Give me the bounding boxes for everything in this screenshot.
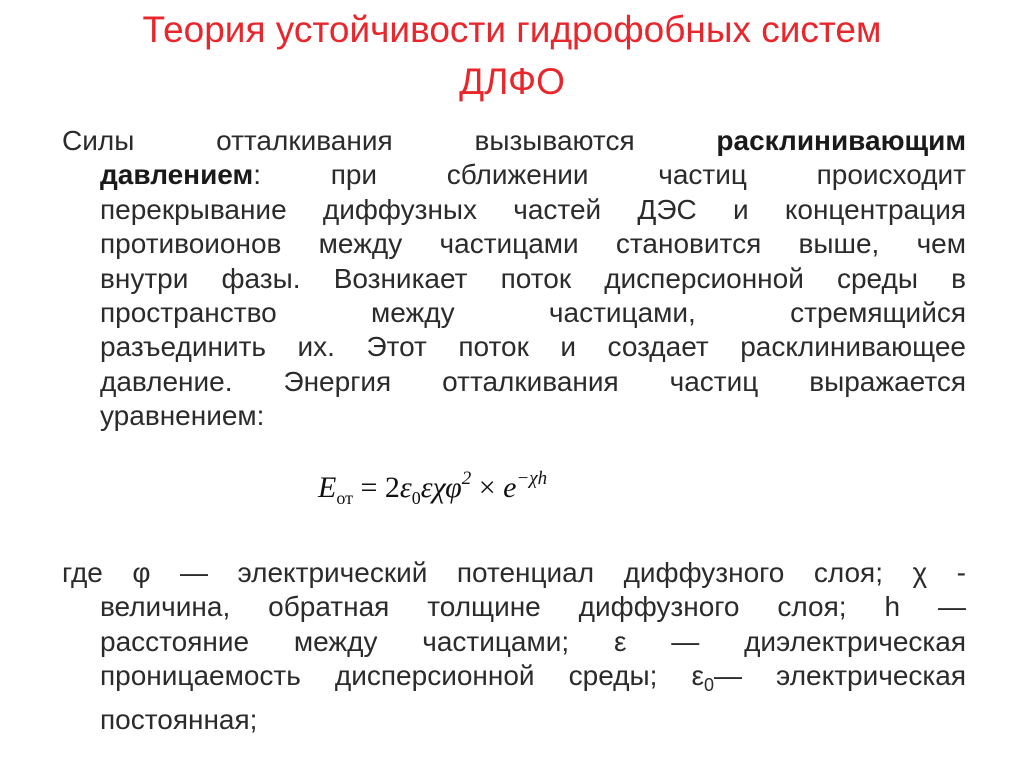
formula-factors: εχφ bbox=[420, 471, 462, 504]
formula-e: e bbox=[503, 471, 517, 504]
word: вызываются bbox=[474, 125, 635, 156]
paragraph-line: где φ — электрический потенциал диффузного слоя; χ - bbox=[62, 557, 966, 588]
epsilon-subscript: 0 bbox=[703, 675, 714, 696]
paragraph-line: расстояние между частицами; ε — диэлектрическая bbox=[100, 625, 966, 657]
paragraph-line: давление. Энергия отталкивания частиц выражается bbox=[100, 365, 966, 397]
paragraph-definitions bbox=[62, 556, 966, 737]
formula-equals-two: = 2 bbox=[352, 471, 400, 504]
paragraph-line bbox=[62, 158, 966, 192]
formula-E-subscript: от bbox=[336, 488, 353, 508]
bold-term: давлением bbox=[100, 159, 254, 191]
paragraph-line: уравнением: bbox=[100, 400, 265, 432]
formula-epsilon-subscript: 0 bbox=[411, 488, 421, 508]
word: отталкивания bbox=[216, 125, 393, 156]
repulsion-energy-formula bbox=[318, 468, 547, 518]
paragraph-line: разъединить их. Этот поток и создает расклинивающее bbox=[100, 331, 966, 363]
title-line-2: ДЛФО bbox=[459, 61, 565, 102]
paragraph-repulsion bbox=[62, 124, 966, 434]
formula-E: E bbox=[318, 471, 337, 504]
paragraph-line: пространство между частицами, стремящийся bbox=[100, 297, 966, 329]
paragraph-line: внутри фазы. Возникает поток дисперсионной среды в bbox=[100, 262, 966, 294]
paragraph-text: — электрическая bbox=[713, 660, 966, 692]
paragraph-line bbox=[62, 124, 966, 158]
slide-title bbox=[40, 4, 984, 108]
formula-square: 2 bbox=[461, 468, 472, 489]
title-line-1: Теория устойчивости гидрофобных систем bbox=[142, 9, 882, 50]
word: Силы bbox=[62, 125, 135, 156]
paragraph-line: величина, обратная толщине диффузного слоя; h — bbox=[100, 591, 966, 623]
paragraph-line: перекрывание диффузных частей ДЭС и концентрация bbox=[100, 193, 966, 225]
paragraph-line: противоионов между частицами становится выше, чем bbox=[100, 228, 966, 260]
paragraph-line: постоянная; bbox=[100, 703, 258, 735]
paragraph-text: проницаемость дисперсионной среды; ε bbox=[100, 660, 704, 692]
formula-epsilon: ε bbox=[399, 471, 412, 504]
bold-term: расклинивающим bbox=[716, 125, 967, 156]
formula-exponent: −χh bbox=[516, 468, 548, 489]
paragraph-text: : при сближении частиц происходит bbox=[253, 159, 966, 191]
formula-times: × bbox=[471, 471, 504, 504]
paragraph-line bbox=[62, 659, 966, 702]
